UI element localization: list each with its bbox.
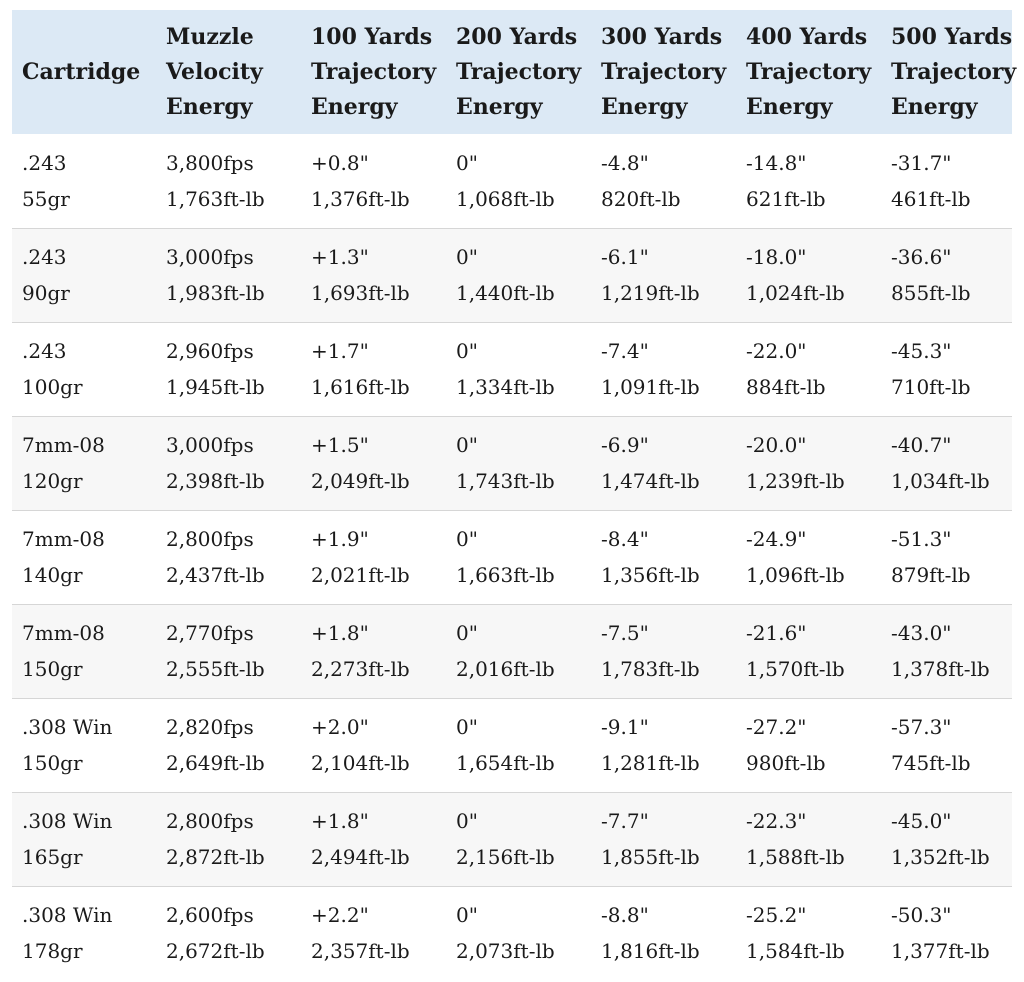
cell-secondary-value: 2,494ft-lb: [311, 845, 410, 869]
cell-secondary-value: 1,281ft-lb: [601, 751, 700, 775]
table-header: [12, 10, 1017, 134]
cell-primary-value: -18.0": [746, 245, 807, 269]
yards-500-cell: [881, 134, 1012, 228]
cell-secondary-value: 1,570ft-lb: [746, 657, 845, 681]
yards-500-cell: [881, 698, 1012, 792]
cell-primary-value: 0": [456, 527, 478, 551]
column-header-line: Trajectory: [456, 58, 582, 85]
cell-secondary-value: 1,091ft-lb: [601, 375, 700, 399]
cell-primary-value: -24.9": [746, 527, 807, 551]
cell-secondary-value: 140gr: [22, 563, 83, 587]
cell-primary-value: 2,820fps: [166, 715, 254, 739]
cell-primary-value: .308 Win: [22, 903, 113, 928]
cell-secondary-value: 1,588ft-lb: [746, 845, 845, 869]
cell-primary-value: .243: [22, 339, 67, 363]
table-row: [12, 228, 1012, 322]
cell-primary-value: +1.8": [311, 621, 369, 645]
cell-secondary-value: 2,555ft-lb: [166, 657, 265, 681]
cell-primary-value: 3,000fps: [166, 245, 254, 269]
table-row: [12, 698, 1012, 792]
cell-primary-value: .308 Win: [22, 715, 113, 739]
cell-primary-value: -21.6": [746, 621, 807, 645]
cell-secondary-value: 1,474ft-lb: [601, 469, 700, 493]
yards-500-cell: [881, 228, 1012, 322]
cell-secondary-value: 2,872ft-lb: [166, 845, 265, 869]
cell-primary-value: +0.8": [311, 150, 369, 175]
cell-primary-value: -6.1": [601, 245, 649, 269]
cell-primary-value: -40.7": [891, 433, 952, 457]
cell-secondary-value: 1,096ft-lb: [746, 563, 845, 587]
cell-secondary-value: 1,945ft-lb: [166, 375, 265, 399]
yards-100-cell: [301, 510, 446, 604]
cell-primary-value: -8.8": [601, 903, 649, 928]
yards-100-cell: [301, 886, 446, 980]
cell-primary-value: 2,770fps: [166, 621, 254, 645]
yards-300-cell: [591, 604, 736, 698]
yards-200-cell: [446, 322, 591, 416]
column-header-line: Energy: [601, 93, 688, 120]
cell-secondary-value: 2,104ft-lb: [311, 751, 410, 775]
yards-100-cell: [301, 416, 446, 510]
yards-300-cell: [591, 510, 736, 604]
column-header-line: 200 Yards: [456, 23, 578, 50]
cell-secondary-value: 1,377ft-lb: [891, 939, 990, 964]
column-header-300-yards: [591, 10, 736, 134]
cell-secondary-value: 1,376ft-lb: [311, 186, 410, 211]
cell-primary-value: +2.2": [311, 903, 369, 928]
cell-secondary-value: 2,273ft-lb: [311, 657, 410, 681]
cell-primary-value: -51.3": [891, 527, 952, 551]
cell-secondary-value: 2,437ft-lb: [166, 563, 265, 587]
muzzle-cell: [156, 698, 301, 792]
cell-secondary-value: 2,156ft-lb: [456, 845, 555, 869]
cell-secondary-value: 1,239ft-lb: [746, 469, 845, 493]
cell-secondary-value: 1,654ft-lb: [456, 751, 555, 775]
cell-primary-value: -4.8": [601, 150, 649, 175]
cell-primary-value: -25.2": [746, 903, 807, 928]
cell-secondary-value: 2,398ft-lb: [166, 469, 265, 493]
column-header-line: 500 Yards: [891, 23, 1013, 50]
cell-secondary-value: 1,584ft-lb: [746, 939, 845, 964]
column-header-line: Trajectory: [601, 58, 727, 85]
table-row: [12, 792, 1012, 886]
cell-secondary-value: 1,983ft-lb: [166, 281, 265, 305]
yards-400-cell: [736, 134, 881, 228]
cell-secondary-value: 1,440ft-lb: [456, 281, 555, 305]
cell-secondary-value: 165gr: [22, 845, 83, 869]
ballistics-table-container: [12, 10, 1017, 980]
cell-secondary-value: 1,378ft-lb: [891, 657, 990, 681]
cell-primary-value: +1.7": [311, 339, 369, 363]
table-row: [12, 886, 1012, 980]
cell-primary-value: -20.0": [746, 433, 807, 457]
muzzle-cell: [156, 228, 301, 322]
cartridge-cell: [12, 792, 156, 886]
cell-primary-value: 0": [456, 433, 478, 457]
yards-400-cell: [736, 698, 881, 792]
cell-secondary-value: 2,649ft-lb: [166, 751, 265, 775]
column-header-line: Muzzle: [166, 23, 254, 50]
column-header-line: Energy: [891, 93, 978, 120]
column-header-muzzle: [156, 10, 301, 134]
column-header-line: Energy: [746, 93, 833, 120]
cell-secondary-value: 621ft-lb: [746, 186, 826, 211]
cell-primary-value: 3,000fps: [166, 433, 254, 457]
yards-200-cell: [446, 604, 591, 698]
cell-secondary-value: 1,783ft-lb: [601, 657, 700, 681]
muzzle-cell: [156, 416, 301, 510]
cartridge-cell: [12, 510, 156, 604]
yards-100-cell: [301, 698, 446, 792]
cell-primary-value: 0": [456, 903, 478, 928]
yards-500-cell: [881, 886, 1012, 980]
yards-300-cell: [591, 886, 736, 980]
cell-secondary-value: 461ft-lb: [891, 186, 971, 211]
cartridge-cell: [12, 228, 156, 322]
column-header-line: 100 Yards: [311, 23, 433, 50]
cell-secondary-value: 1,356ft-lb: [601, 563, 700, 587]
column-header-500-yards: [881, 10, 1017, 134]
cell-secondary-value: 1,334ft-lb: [456, 375, 555, 399]
cell-secondary-value: 1,034ft-lb: [891, 469, 990, 493]
yards-300-cell: [591, 228, 736, 322]
cell-secondary-value: 178gr: [22, 939, 83, 964]
cell-secondary-value: 2,672ft-lb: [166, 939, 265, 964]
cell-primary-value: -7.7": [601, 809, 649, 833]
cell-primary-value: -6.9": [601, 433, 649, 457]
cell-primary-value: 7mm-08: [22, 433, 105, 457]
yards-400-cell: [736, 322, 881, 416]
cell-primary-value: -22.3": [746, 809, 807, 833]
muzzle-cell: [156, 322, 301, 416]
cell-secondary-value: 855ft-lb: [891, 281, 971, 305]
yards-500-cell: [881, 416, 1012, 510]
yards-500-cell: [881, 604, 1012, 698]
cell-primary-value: 3,800fps: [166, 150, 254, 175]
muzzle-cell: [156, 886, 301, 980]
yards-400-cell: [736, 886, 881, 980]
column-header-line: Cartridge: [22, 58, 141, 85]
yards-100-cell: [301, 228, 446, 322]
yards-500-cell: [881, 322, 1012, 416]
table-body: [12, 134, 1012, 980]
cell-secondary-value: 1,693ft-lb: [311, 281, 410, 305]
yards-300-cell: [591, 698, 736, 792]
cell-primary-value: 2,800fps: [166, 809, 254, 833]
cell-secondary-value: 100gr: [22, 375, 83, 399]
muzzle-cell: [156, 792, 301, 886]
cell-secondary-value: 1,219ft-lb: [601, 281, 700, 305]
cell-secondary-value: 1,816ft-lb: [601, 939, 700, 964]
cell-secondary-value: 1,743ft-lb: [456, 469, 555, 493]
column-header-line: Energy: [456, 93, 543, 120]
cell-primary-value: -45.0": [891, 809, 952, 833]
cell-primary-value: 0": [456, 809, 478, 833]
yards-300-cell: [591, 322, 736, 416]
cell-secondary-value: 1,352ft-lb: [891, 845, 990, 869]
cell-primary-value: 0": [456, 621, 478, 645]
column-header-line: Velocity: [166, 58, 263, 85]
muzzle-cell: [156, 134, 301, 228]
cell-secondary-value: 884ft-lb: [746, 375, 826, 399]
cell-secondary-value: 710ft-lb: [891, 375, 971, 399]
cell-primary-value: -14.8": [746, 150, 807, 175]
cell-secondary-value: 745ft-lb: [891, 751, 971, 775]
ballistics-table: [12, 10, 1017, 980]
cell-primary-value: 0": [456, 150, 478, 175]
cell-secondary-value: 820ft-lb: [601, 186, 681, 211]
cell-secondary-value: 2,357ft-lb: [311, 939, 410, 964]
cartridge-cell: [12, 698, 156, 792]
column-header-cartridge: [12, 10, 156, 134]
muzzle-cell: [156, 604, 301, 698]
yards-400-cell: [736, 510, 881, 604]
yards-400-cell: [736, 416, 881, 510]
cartridge-cell: [12, 322, 156, 416]
cell-primary-value: -31.7": [891, 150, 952, 175]
yards-500-cell: [881, 792, 1012, 886]
cell-primary-value: 0": [456, 245, 478, 269]
cell-primary-value: +2.0": [311, 715, 369, 739]
table-row: [12, 322, 1012, 416]
cell-primary-value: +1.9": [311, 527, 369, 551]
column-header-line: Trajectory: [746, 58, 872, 85]
cell-primary-value: 2,600fps: [166, 903, 254, 928]
cell-secondary-value: 1,855ft-lb: [601, 845, 700, 869]
yards-300-cell: [591, 792, 736, 886]
cell-primary-value: -45.3": [891, 339, 952, 363]
yards-400-cell: [736, 228, 881, 322]
cell-secondary-value: 120gr: [22, 469, 83, 493]
cell-secondary-value: 150gr: [22, 751, 83, 775]
cell-secondary-value: 1,763ft-lb: [166, 186, 265, 211]
yards-200-cell: [446, 134, 591, 228]
cell-primary-value: +1.3": [311, 245, 369, 269]
column-header-line: 300 Yards: [601, 23, 723, 50]
cell-primary-value: 0": [456, 339, 478, 363]
cell-secondary-value: 879ft-lb: [891, 563, 971, 587]
table-row: [12, 604, 1012, 698]
cell-secondary-value: 1,024ft-lb: [746, 281, 845, 305]
cell-primary-value: -7.5": [601, 621, 649, 645]
column-header-line: Trajectory: [311, 58, 437, 85]
table-row: [12, 510, 1012, 604]
cell-primary-value: .243: [22, 150, 67, 175]
yards-400-cell: [736, 792, 881, 886]
cartridge-cell: [12, 416, 156, 510]
cell-secondary-value: 1,068ft-lb: [456, 186, 555, 211]
cell-secondary-value: 2,016ft-lb: [456, 657, 555, 681]
cell-primary-value: .308 Win: [22, 809, 113, 833]
muzzle-cell: [156, 510, 301, 604]
cell-secondary-value: 1,663ft-lb: [456, 563, 555, 587]
yards-200-cell: [446, 416, 591, 510]
cell-primary-value: 7mm-08: [22, 527, 105, 551]
yards-400-cell: [736, 604, 881, 698]
cell-primary-value: -7.4": [601, 339, 649, 363]
yards-500-cell: [881, 510, 1012, 604]
column-header-line: Energy: [166, 93, 253, 120]
yards-200-cell: [446, 228, 591, 322]
column-header-line: Energy: [311, 93, 398, 120]
yards-200-cell: [446, 886, 591, 980]
cell-primary-value: 2,800fps: [166, 527, 254, 551]
header-row: [12, 10, 1012, 134]
cell-secondary-value: 2,073ft-lb: [456, 939, 555, 964]
cell-secondary-value: 1,616ft-lb: [311, 375, 410, 399]
cell-primary-value: -57.3": [891, 715, 952, 739]
cell-primary-value: -43.0": [891, 621, 952, 645]
yards-200-cell: [446, 792, 591, 886]
cartridge-cell: [12, 134, 156, 228]
yards-200-cell: [446, 698, 591, 792]
cell-primary-value: 2,960fps: [166, 339, 254, 363]
cell-primary-value: .243: [22, 245, 67, 269]
cell-primary-value: -8.4": [601, 527, 649, 551]
cell-primary-value: -22.0": [746, 339, 807, 363]
cartridge-cell: [12, 886, 156, 980]
cell-secondary-value: 90gr: [22, 281, 70, 305]
cell-secondary-value: 980ft-lb: [746, 751, 826, 775]
yards-300-cell: [591, 416, 736, 510]
cartridge-cell: [12, 604, 156, 698]
cell-secondary-value: 150gr: [22, 657, 83, 681]
column-header-200-yards: [446, 10, 591, 134]
cell-primary-value: -27.2": [746, 715, 807, 739]
cell-primary-value: -50.3": [891, 903, 952, 928]
cell-primary-value: 0": [456, 715, 478, 739]
cell-primary-value: 7mm-08: [22, 621, 105, 645]
cell-primary-value: +1.8": [311, 809, 369, 833]
column-header-line: Trajectory: [891, 58, 1017, 85]
yards-100-cell: [301, 792, 446, 886]
table-row: [12, 416, 1012, 510]
table-row: [12, 134, 1012, 228]
yards-300-cell: [591, 134, 736, 228]
yards-100-cell: [301, 604, 446, 698]
cell-secondary-value: 2,021ft-lb: [311, 563, 410, 587]
column-header-400-yards: [736, 10, 881, 134]
cell-primary-value: -36.6": [891, 245, 952, 269]
yards-100-cell: [301, 322, 446, 416]
yards-100-cell: [301, 134, 446, 228]
cell-secondary-value: 55gr: [22, 186, 70, 211]
cell-primary-value: -9.1": [601, 715, 649, 739]
column-header-line: 400 Yards: [746, 23, 868, 50]
cell-primary-value: +1.5": [311, 433, 369, 457]
yards-200-cell: [446, 510, 591, 604]
column-header-100-yards: [301, 10, 446, 134]
cell-secondary-value: 2,049ft-lb: [311, 469, 410, 493]
